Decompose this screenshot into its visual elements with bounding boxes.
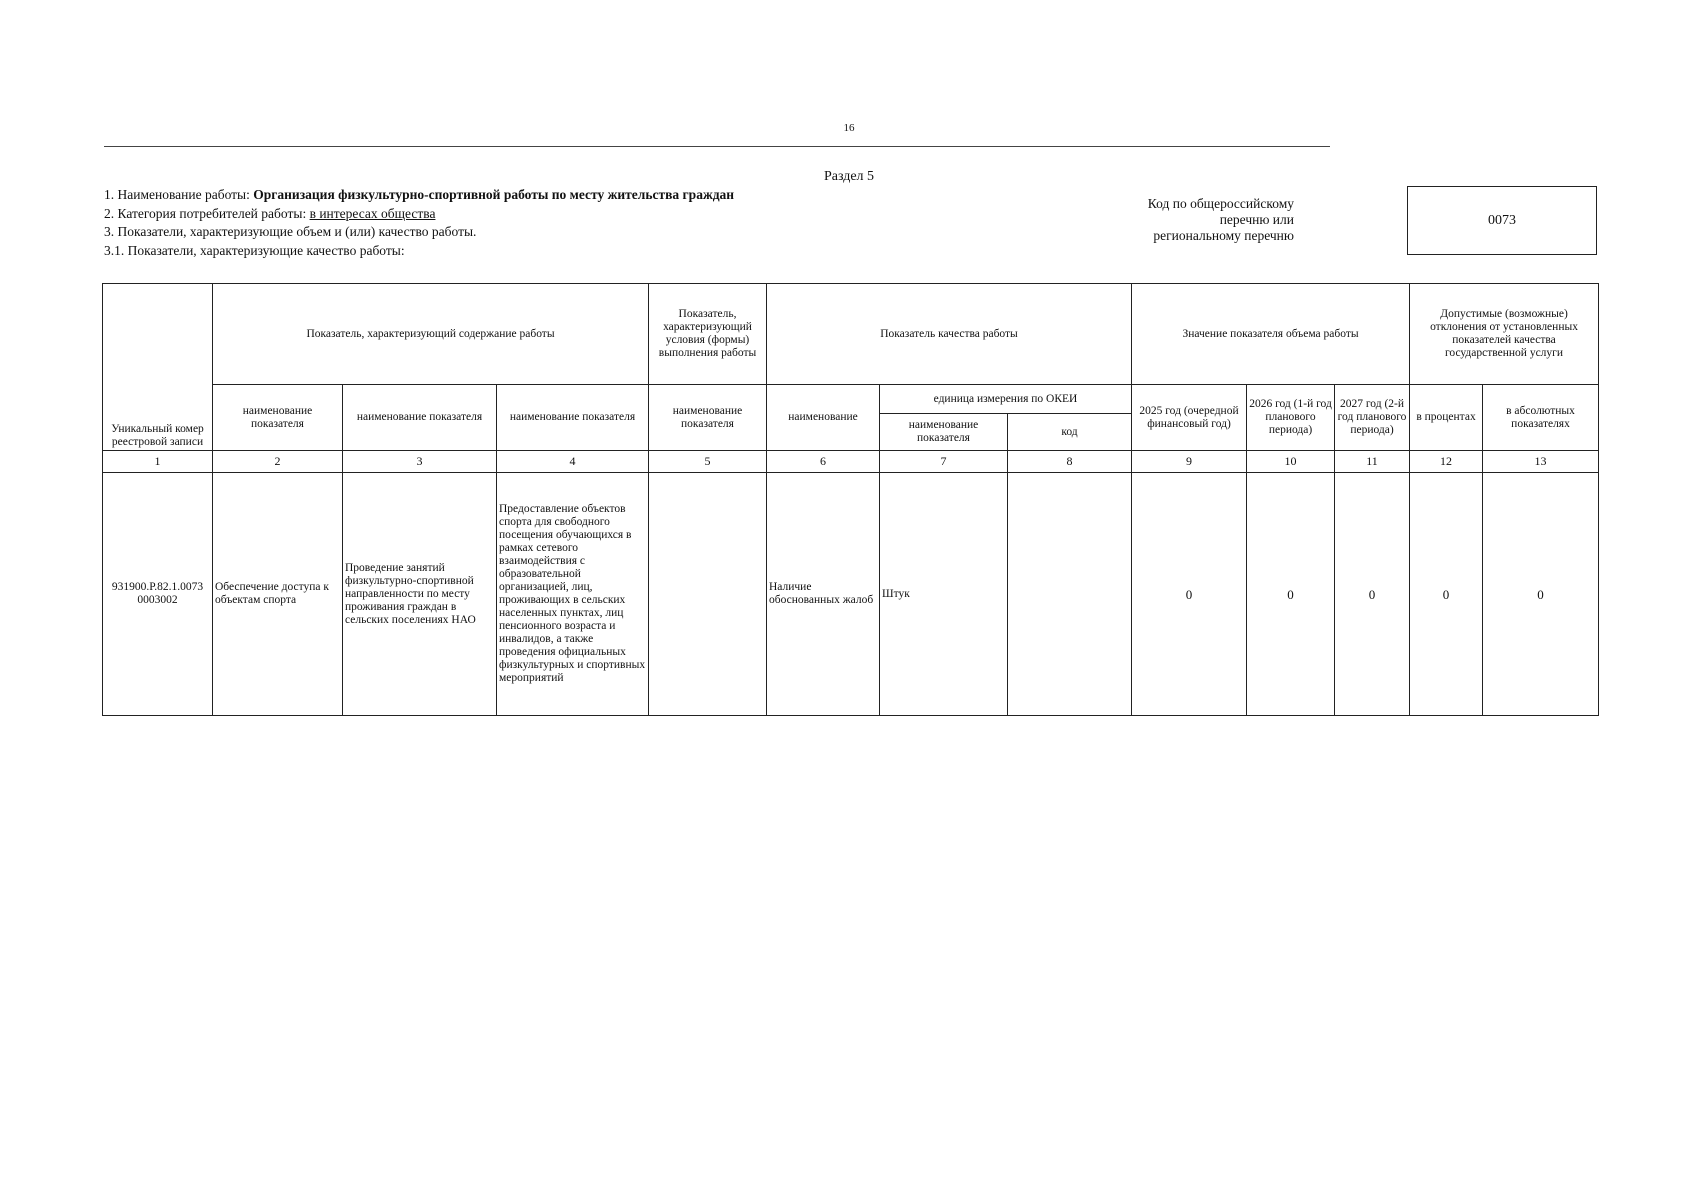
column-number: 9 [1132, 451, 1247, 473]
work-name-label: 1. Наименование работы: [104, 187, 254, 202]
column-number: 1 [103, 451, 213, 473]
code-label-line: перечню или [1219, 212, 1294, 227]
header-col-12: в процентах [1410, 385, 1483, 451]
header-col-4: наименование показателя [497, 385, 649, 451]
column-number: 6 [767, 451, 880, 473]
work-name-line [104, 186, 734, 205]
category-line [104, 205, 734, 224]
header-col-9: 2025 год (очередной финансовый год) [1132, 385, 1247, 451]
column-number: 11 [1335, 451, 1410, 473]
quality-line: 3.1. Показатели, характеризующие качество работы: [104, 242, 405, 258]
page-number: 16 [843, 122, 855, 134]
column-number: 3 [343, 451, 497, 473]
indicators-line: 3. Показатели, характеризующие объем и (или) качество работы. [104, 224, 477, 239]
content-indicator-1: Обеспечение доступа к объектам спорта [213, 473, 343, 716]
work-name-value: Организация физкультурно-спортивной работы по месту жительства граждан [253, 187, 735, 202]
header-okei: единица измерения по ОКЕИ [880, 385, 1132, 414]
header-col-2: наименование показателя [213, 385, 343, 451]
column-number: 2 [213, 451, 343, 473]
column-number-row [103, 451, 1599, 473]
content-indicator-2: Проведение занятий физкультурно-спортивной направленности по месту проживания граждан в сельских поселениях НАО [343, 473, 497, 716]
value-2026: 0 [1247, 473, 1335, 716]
code-box [1407, 186, 1597, 255]
header-col-11: 2027 год (2-й год планового периода) [1335, 385, 1410, 451]
column-number: 13 [1483, 451, 1599, 473]
value-2027: 0 [1335, 473, 1410, 716]
category-value: в интересах общества [309, 205, 436, 221]
column-number: 12 [1410, 451, 1483, 473]
header-unique-number: Уникальный комер реестровой записи [103, 284, 213, 451]
header-col-3: наименование показателя [343, 385, 497, 451]
condition-indicator [649, 473, 767, 716]
header-col-5: наименование показателя [649, 385, 767, 451]
column-number: 7 [880, 451, 1008, 473]
header-content-indicator: Показатель, характеризующий содержание работы [213, 284, 649, 385]
header-quality-indicator: Показатель качества работы [767, 284, 1132, 385]
value-2025: 0 [1132, 473, 1247, 716]
header-rule [104, 146, 1330, 147]
header-col-7: наименование показателя [880, 414, 1008, 451]
column-number: 10 [1247, 451, 1335, 473]
deviation-percent: 0 [1410, 473, 1483, 716]
quality-indicator-name: Наличие обоснованных жалоб [767, 473, 880, 716]
code-label-line: Код по общероссийскому [1147, 196, 1294, 211]
category-label: 2. Категория потребителей работы: [104, 205, 310, 221]
unit-code [1008, 473, 1132, 716]
section-title: Раздел 5 [823, 169, 875, 184]
header-condition-indicator: Показатель, характеризующий условия (формы) выполнения работы [649, 284, 767, 385]
header-col-8: код [1008, 414, 1132, 451]
quality-table [102, 283, 1599, 716]
header-volume-value: Значение показателя объема работы [1132, 284, 1410, 385]
registry-number: 931900.Р.82.1.0073 0003002 [103, 473, 213, 716]
code-value: 0073 [1488, 212, 1516, 228]
table-row [103, 473, 1599, 716]
deviation-absolute: 0 [1483, 473, 1599, 716]
column-number: 8 [1008, 451, 1132, 473]
column-number: 5 [649, 451, 767, 473]
header-deviations: Допустимые (возможные) отклонения от установленных показателей качества государственной услуги [1410, 284, 1599, 385]
column-number: 4 [497, 451, 649, 473]
unit-name: Штук [880, 473, 1008, 716]
code-label [1148, 196, 1294, 244]
header-col-10: 2026 год (1-й год планового периода) [1247, 385, 1335, 451]
header-col-6: наименование [767, 385, 880, 451]
code-label-line: региональному перечню [1153, 228, 1294, 243]
content-indicator-3: Предоставление объектов спорта для свободного посещения обучающихся в рамках сетевого взаимодействия с образовательной организацией, лиц, проживающих в сельских населенных пунктах, лиц пенсионного возраста и инвалидов, а также проведения официальных физкультурных и спортивных мероприятий [497, 473, 649, 716]
header-col-13: в абсолютных показателях [1483, 385, 1599, 451]
work-info [104, 186, 734, 260]
